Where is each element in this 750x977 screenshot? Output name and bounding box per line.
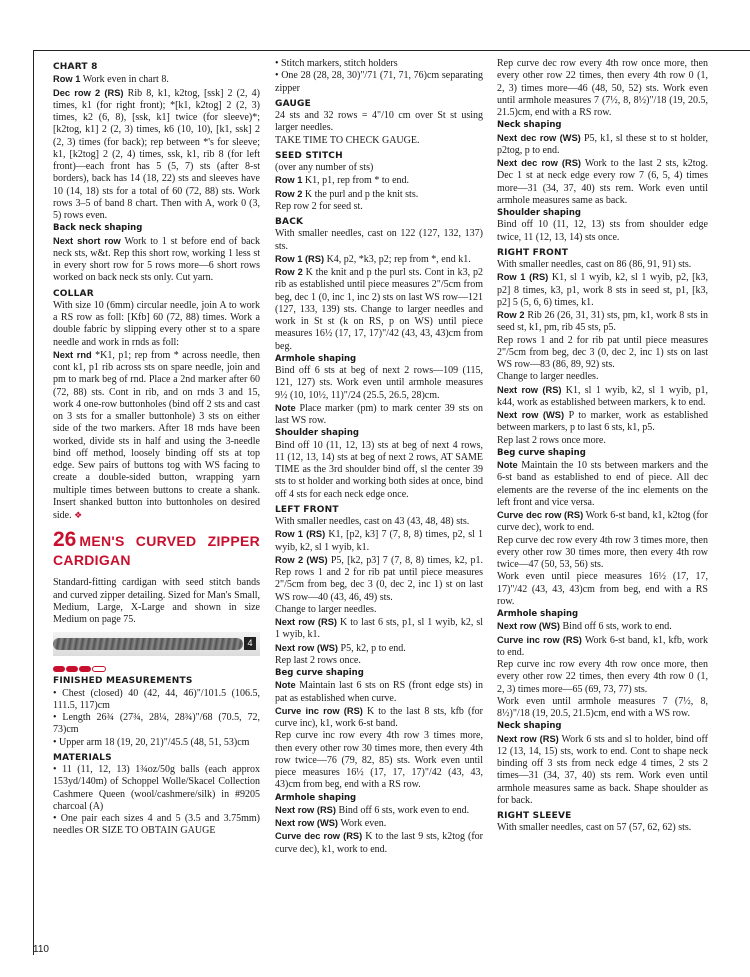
instruction (275, 528, 483, 554)
paragraph: (over any number of sts) (275, 162, 374, 173)
row-label: Row 1 (RS) (497, 272, 549, 283)
list-item: • One 28 (28, 28, 30)"/71 (71, 71, 76)cm separating zipper (275, 70, 483, 94)
row-label: Row 1 (53, 74, 81, 85)
row-label: Next short row (53, 235, 121, 246)
pattern-number: 26 (53, 528, 77, 552)
row-text: K the knit and p the purl sts. Cont in k3, p2 rib as established until piece measures 2"/5cm from beg, dec 1 (0, inc 1, inc 2) sts on last WS row—121 (127, 133, 139) sts. Change to larger needles and work in St st (k on RS, p on WS) until piece measures 16½ (17, 17, 17)"/42 (43, 43, 43)cm from beg. (275, 267, 484, 352)
instruction (497, 459, 708, 509)
row-label: Note (275, 402, 296, 413)
subheading-beg-curve-2: Beg curve shaping (497, 447, 586, 458)
paragraph: Bind off 10 (11, 12, 13) sts at beg of next 4 rows, 11 (12, 13, 14) sts at beg of next 2 rows, AT SAME TIME as the 3rd shoulder bind off, sl the center 39 sts to st holder and working both sides at once, bind off 4 sts for each neck edge once. (275, 439, 483, 500)
yarn-swatch-image (53, 632, 260, 656)
column-3 (497, 58, 708, 835)
paragraph: Bind off 10 (11, 12, 13) sts from shoulder edge twice, 11 (12, 13, 14) sts once. (497, 219, 708, 243)
instruction (53, 87, 260, 223)
instruction (275, 266, 483, 353)
row-label: Row 2 (275, 267, 303, 277)
row-text: P5, k1, sl these st to st holder, p2tog, p to end. (497, 132, 709, 156)
instruction (53, 73, 260, 86)
row-label: Next row (WS) (497, 410, 565, 420)
instruction (275, 174, 483, 187)
row-label: Note (497, 460, 518, 470)
pattern-title (53, 528, 260, 571)
section-heading-chart8: CHART 8 (53, 62, 98, 72)
section-heading-left-front: LEFT FRONT (275, 504, 339, 515)
row-label: Row 2 (275, 188, 303, 199)
row-label: Next dec row (WS) (497, 132, 581, 143)
instruction (275, 616, 483, 642)
instruction (497, 509, 708, 535)
paragraph: Bind off 6 sts at beg of next 2 rows—109 (115, 121, 127) sts. Work even until armhole measures 9½ (10, 10½, 11)"/24 (25.5, 26.5, 28)cm. (275, 365, 483, 401)
row-label: Row 2 (WS) (275, 554, 328, 565)
row-text: Rib 8, k1, k2tog, [ssk] 2 (2, 4) times, k1 (for right front); *[k1, k2tog] 2 (2, 3) times, k2 (6, 8), [ssk, k1] twice (for sleeve)*; [k2tog, k1] 2 (2, 3) times, k6 (10, 10), [k1, ssk] 2 (2, 3) times (for back); rep between *'s for sleeve; k1, [k2tog] 2 (2, 4) times, ssk, k1, rib 8 (for left front)—each front has 5 (5, 7) sts (after 8-st borders), back has 14 (18, 22) sts and sleeves have 10 (14, 18) sts for a total of 60 (72, 88) sts. Work rows 3–5 of band 8 chart. Then with A, work 0 (3, 5) rows even. (53, 87, 260, 221)
instruction (497, 132, 708, 158)
skill-level-icon (53, 664, 260, 672)
row-text: Maintain the 10 sts between markers and the 6-st band as established to end of piece. All dec elements are the reverse of the inc elements on the left front and vice versa. (497, 460, 709, 508)
row-text: Rib 26 (26, 31, 31) sts, pm, k1, work 8 sts in seed st, k1, pm, rib 45 sts, p5. (497, 310, 708, 334)
subheading-neck-2: Neck shaping (497, 721, 562, 732)
paragraph: With size 10 (6mm) circular needle, join A to work a RS row as foll: [Kfb] 60 (72, 88) times. Work a double fabric by slipping every other st to a spare needle and work in rnds as foll: (53, 299, 260, 348)
paragraph: With smaller needles, cast on 57 (57, 62, 62) sts. (497, 822, 692, 834)
row-text: Bind off 6 sts, work to end. (562, 621, 672, 633)
section-heading-gauge: GAUGE (275, 98, 311, 109)
row-label: Next row (RS) (497, 733, 559, 744)
row-label: Dec row 2 (RS) (53, 87, 124, 98)
section-heading-back: BACK (275, 217, 304, 227)
row-text: Work 6-st band, k1, kfb, work to end. (497, 634, 708, 658)
paragraph: Rep last 2 rows once. (275, 654, 361, 666)
row-text: Work 6 sts and sl to holder, bind off 12 (13, 14, 15) sts, work to end. Cont to shape neck binding off 3 sts from neck edge 4 times, 2 sts 2 times—31 (34, 37, 40) sts rem. Work even until armhole measures same as back. Shape shoulder as for back. (497, 733, 708, 806)
instruction (275, 642, 483, 655)
paragraph: Rep curve inc row every 4th row 3 times more, then every other row 30 times more, then every 4th row twice—76 (79, 82, 85) sts. Work even until piece measures 16½ (17, 17, 17)"/42 (43, 43, 43)cm from beg, end with a RS row. (275, 730, 483, 791)
row-label: Curve dec row (RS) (497, 510, 584, 520)
instruction (275, 679, 483, 705)
row-text: K4, p2, *k3, p2; rep from *, end k1. (326, 253, 471, 265)
instruction (275, 253, 483, 266)
instruction (53, 235, 260, 285)
row-text: K1, sl 1 wyib, k2, sl 1 wyib, p2, [k3, p2] 8 times, k3, p1, work 8 sts in seed st, p1, [k3, p2] 5 (5, 6, 6) times, k1. (497, 272, 708, 308)
subheading-shoulder-2: Shoulder shaping (497, 208, 581, 218)
row-text: Work even. (340, 818, 387, 829)
pattern-name: MEN'S CURVED ZIPPER CARDIGAN (53, 533, 260, 569)
row-label: Next row (RS) (275, 617, 337, 627)
paragraph: Change to larger needles. (275, 603, 377, 615)
section-heading-finished: FINISHED MEASUREMENTS (53, 676, 193, 687)
paragraph: Rep curve inc row every 4th row once more, then every other row 22 times, then every 4th row 0 (1, 2, 3) times more—65 (69, 73, 77) sts. (497, 659, 708, 695)
list-item: • Stitch markers, stitch holders (275, 58, 398, 69)
paragraph: With smaller needles, cast on 43 (43, 48, 48) sts. (275, 516, 470, 527)
row-text: K the purl and p the knit sts. (304, 188, 419, 200)
instruction (53, 349, 260, 523)
subheading-shoulder: Shoulder shaping (275, 428, 359, 439)
paragraph: Work even until piece measures 16½ (17, 17, 17)"/42 (43, 43, 43)cm from beg, end with a RS row. (497, 571, 708, 607)
row-label: Next rnd (53, 349, 92, 360)
instruction (497, 634, 708, 660)
row-text: K to the last 8 sts, kfb (for curve inc), k1, work 6-st band. (275, 705, 483, 729)
list-item: • Upper arm 18 (19, 20, 21)"/45.5 (48, 51, 53)cm (53, 736, 250, 748)
subheading-beg-curve: Beg curve shaping (275, 668, 364, 678)
instruction (497, 384, 708, 410)
paragraph: TAKE TIME TO CHECK GAUGE. (275, 134, 420, 146)
row-label: Row 1 (RS) (275, 529, 326, 540)
section-heading-right-sleeve: RIGHT SLEEVE (497, 811, 572, 821)
subheading-neck: Neck shaping (497, 120, 562, 131)
paragraph: With smaller needles, cast on 86 (86, 91, 91) sts. (497, 259, 692, 270)
section-heading-materials: MATERIALS (53, 752, 112, 763)
row-text: K to the last 9 sts, k2tog (for curve dec), k1, work to end. (275, 831, 483, 855)
page-number: 110 (33, 944, 49, 955)
yarn-weight-badge: 4 (244, 637, 256, 650)
row-text: P to marker, work as established between markers, p to last 6 sts, k1, p5. (497, 410, 709, 434)
subheading-armhole-2: Armhole shaping (275, 792, 357, 803)
instruction (497, 271, 708, 309)
column-2 (275, 58, 483, 856)
instruction (275, 830, 483, 856)
row-label: Next row (RS) (497, 384, 562, 395)
intro-paragraph: Standard-fitting cardigan with seed stitch bands and curved zipper detailing. Sized for Man's Small, Medium, Large, X-Large and shown in size Medium on page 75. (53, 577, 260, 625)
paragraph: Rep last 2 rows once more. (497, 434, 606, 446)
row-text: Work even in chart 8. (82, 74, 169, 86)
row-text: K1, p1, rep from * to end. (304, 175, 410, 187)
paragraph: Rep rows 1 and 2 for rib pat until piece measures 2"/5cm from beg, dec 3 (0, dec 2, inc 1) sts on last WS row—83 (86, 89, 92) sts. (497, 334, 708, 370)
row-label: Next row (WS) (497, 621, 561, 632)
instruction (275, 817, 483, 830)
row-text: Place marker (pm) to mark center 39 sts on last WS row. (275, 402, 483, 426)
row-text: Work to the last 2 sts, k2tog. Dec 1 st at neck edge every row 7 (6, 5, 4) times more—31 (34, 37, 40) sts rem. Work even until armhole measures same as back. (497, 158, 708, 206)
yarn-strand (53, 638, 243, 650)
instruction (275, 705, 483, 731)
instruction (497, 620, 708, 633)
row-label: Row 2 (497, 310, 525, 320)
row-text: K1, [p2, k3] 7 (7, 8, 8) times, p2, sl 1 wyib, k2, sl 1 wyib, k1. (275, 529, 483, 553)
instruction (497, 733, 708, 808)
subheading-armhole-3: Armhole shaping (497, 609, 579, 619)
row-label: Next row (WS) (275, 642, 339, 653)
subheading-armhole: Armhole shaping (275, 353, 357, 364)
left-rule (33, 50, 34, 955)
subheading-back-neck: Back neck shaping (53, 223, 143, 234)
paragraph: Rep curve dec row every 4th row once more, then every other row 22 times, then every 4th row 0 (1, 2, 3) times more—46 (48, 50, 52) sts. Work even until armhole measures 7 (7½, 8, 8½)"/18 (19, 20.5, 21.5)cm, end with a RS row. (497, 58, 708, 118)
row-label: Curve inc row (RS) (275, 705, 363, 716)
row-text: P5, [k2, p3] 7 (7, 8, 8) times, k2, p1. Rep rows 1 and 2 for rib pat until piece measures 2"/5cm from beg, dec 3 (0, dec 2, inc 1) st on last WS row—40 (43, 46, 49) sts. (275, 554, 483, 603)
list-item: • Length 26¾ (27¾, 28¼, 28¾)"/68 (70.5, 72, 73)cm (53, 712, 260, 736)
section-heading-collar: COLLAR (53, 288, 94, 299)
instruction (275, 804, 483, 817)
row-label: Next row (WS) (275, 818, 339, 828)
row-label: Curve dec row (RS) (275, 831, 363, 842)
row-text: K1, sl 1 wyib, k2, sl 1 wyib, p1, k44, work as established between markers, k to end. (497, 384, 709, 408)
row-text: Work to 1 st before end of back neck sts, w&t. Rep this short row, working 1 less st in every short row for 5 rows more—6 short rows worked on back neck sts only. Cut yarn. (53, 235, 260, 284)
row-label: Next row (RS) (275, 804, 336, 815)
instruction (275, 554, 483, 604)
instruction (275, 188, 483, 201)
row-text: *K1, p1; rep from * across needle, then cont k1, p1 rib across sts on spare needle, join and pm to mark beg of rnd. Place a 2nd marker after 60 (72, 88) sts. Cont in rib, and on rnds 3 and 15, work 4 one-row buttonholes (bind off 2 sts and cast on 3 sts for a smaller buttonhole) 3 sts on either side of the two markers. After 18 rnds have been worked, divide sts in half and using the 3-needle bind off method, loosely binding off sts at top edge. Sew pairs of buttons tog with WS facing to create a double-sided button, wrapping yarn multiple times between buttons to create a shank. Insert shanked button into buttonholes on desired side. (53, 349, 260, 521)
row-label: Row 1 (275, 175, 303, 186)
row-text: Maintain last 6 sts on RS (front edge sts) in pat as established when curve. (275, 680, 483, 704)
instruction (497, 309, 708, 335)
row-text: K to last 6 sts, p1, sl 1 wyib, k2, sl 1 wyib, k1. (275, 617, 484, 641)
list-item: • Chest (closed) 40 (42, 44, 46)"/101.5 (106.5, 111.5, 117)cm (53, 687, 260, 711)
list-item: • One pair each sizes 4 and 5 (3.5 and 3.75mm) needles OR SIZE TO OBTAIN GAUGE (53, 813, 260, 837)
row-label: Note (275, 680, 296, 691)
paragraph: Change to larger needles. (497, 371, 599, 383)
top-rule (33, 50, 750, 51)
end-ornament-icon: ❖ (74, 510, 83, 520)
paragraph: 24 sts and 32 rows = 4"/10 cm over St st using larger needles. (275, 110, 483, 134)
row-label: Curve inc row (RS) (497, 634, 582, 645)
instruction (275, 402, 483, 428)
paragraph: With smaller needles, cast on 122 (127, 132, 137) sts. (275, 228, 483, 252)
instruction (497, 157, 708, 207)
row-label: Row 1 (RS) (275, 253, 325, 264)
row-label: Next dec row (RS) (497, 158, 582, 168)
instruction (497, 409, 708, 435)
column-1 (53, 58, 260, 838)
section-heading-right-front: RIGHT FRONT (497, 247, 569, 258)
section-heading-seed: SEED STITCH (275, 150, 343, 161)
paragraph: Rep row 2 for seed st. (275, 200, 363, 212)
list-item: • 11 (11, 12, 13) 1¾oz/50g balls (each approx 153yd/140m) of Schoppel Wolle/Skacel Collection Cashmere Queen (wool/cashmere/silk) in #9205 charcoal (A) (53, 764, 260, 812)
row-text: P5, k2, p to end. (340, 642, 406, 654)
row-text: Work 6-st band, k1, k2tog (for curve dec), work to end. (497, 510, 708, 534)
row-text: Bind off 6 sts, work even to end. (338, 804, 470, 816)
paragraph: Rep curve dec row every 4th row 3 times more, then every other row 30 times more, then every 4th row twice—47 (50, 53, 56) sts. (497, 534, 708, 570)
paragraph: Work even until armhole measures 7 (7½, 8, 8½)"/18 (19, 20.5, 21.5)cm, end with a WS row. (497, 695, 708, 719)
